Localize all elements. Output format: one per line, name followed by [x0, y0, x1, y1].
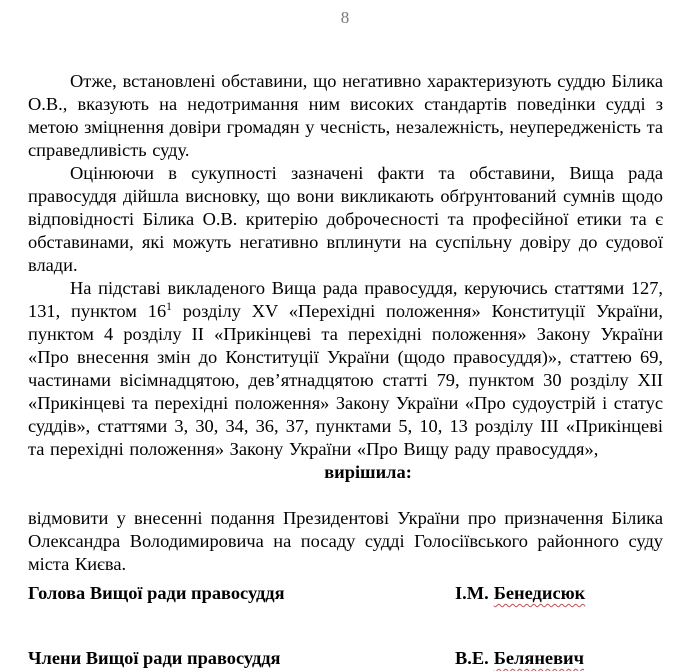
page-number: 8 [340, 8, 350, 27]
paragraph-conclusion: Отже, встановлені обставини, що негативно характеризують суддю Білика О.В., вказують на недотримання ним високих стандартів поведінки судді з метою зміцнення довіри громадян у чесність, незалежність, неупередженість та справедливість суду. [28, 71, 663, 160]
signature-surname-member: Беляневич [493, 648, 584, 668]
legal-basis-text-before-superscript: На підставі викладеного Вища рада правосуддя, керуючись статтями 127, 131, пунктом 16 [28, 278, 663, 321]
paragraph-assessment: Оцінюючи в сукупності зазначені факти та обставини, Вища рада правосуддя дійшла висновку, що вони викликають обґрунтований сумнів щодо відповідності Білика О.В. критерію доброчесності та професійної етики та є обставинами, які можуть негативно вплинути на суспільну довіру до судової влади. [28, 163, 663, 275]
document-body [28, 70, 663, 576]
superscript-index: 1 [166, 300, 172, 313]
signature-initials-member: В.Е. [455, 648, 489, 668]
paragraph-operative: відмовити у внесенні подання Президентові України про призначення Білика Олександра Володимировича на посаду судді Голосіївського районного суду міста Києва. [28, 508, 663, 574]
signature-row-member [28, 647, 663, 670]
signature-row-head [28, 582, 663, 605]
legal-basis-text-after-superscript: розділу XV «Перехідні положення» Конституції України, пунктом 4 розділу II «Прикінцеві та перехідні положення» Закону України «Про внесення змін до Конституції України (щодо правосуддя)», статтею 69, частинами вісімнадцятою, дев’ятнадцятою статті 79, пунктом 30 розділу XII «Прикінцеві та перехідні положення» Закону України «Про судоустрій і статус суддів», статтями 3, 30, 34, 36, 37, пунктами 5, 10, 13 розділу III «Прикінцеві та перехідні положення» Закону України «Про Вищу раду правосуддя», [28, 301, 663, 459]
signature-block [28, 582, 663, 670]
signature-initials-head: І.М. [455, 583, 489, 603]
resolution-heading: вирішила: [324, 462, 412, 482]
signature-name-head [455, 582, 663, 605]
signature-name-member [455, 647, 663, 670]
paragraph-legal-basis [28, 277, 663, 461]
signature-role-member: Члени Вищої ради правосуддя [28, 648, 281, 668]
signature-surname-head: Бенедисюк [493, 583, 586, 603]
signature-role-head: Голова Вищої ради правосуддя [28, 583, 285, 603]
